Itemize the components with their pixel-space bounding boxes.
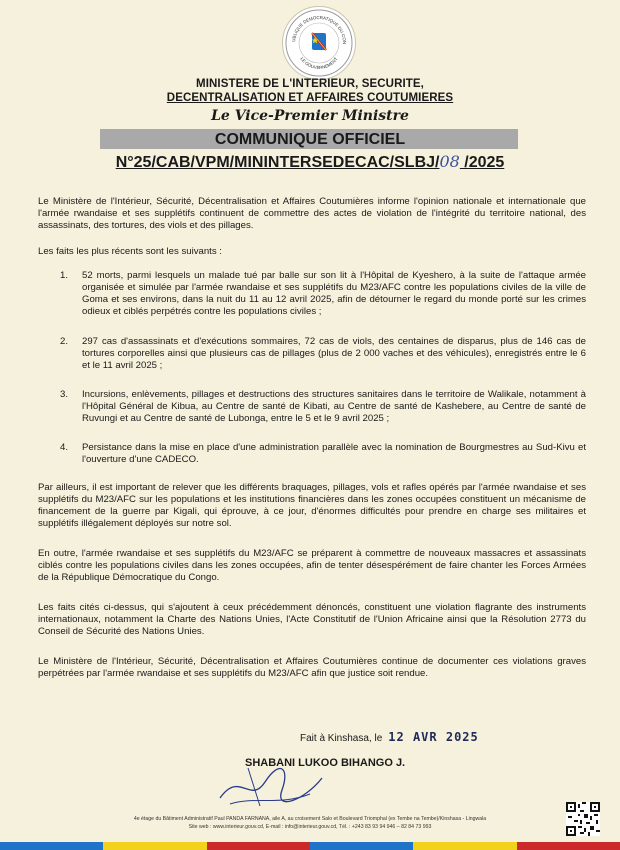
flag-red-band xyxy=(517,842,620,850)
paragraph: Le Ministère de l'Intérieur, Sécurité, Décentralisation et Affaires Coutumières continue de documenter ces violations graves perpétrées par l'armée rwandaise et ses supplétifs du M23/AFC afin que justice soit rendue. xyxy=(38,656,586,679)
flag-blue-band xyxy=(310,842,413,850)
flag-yellow-band xyxy=(413,842,516,850)
ministry-name-line1: MINISTERE DE L'INTERIEUR, SECURITE, xyxy=(196,78,424,90)
svg-text:LE GOUVERNEMENT: LE GOUVERNEMENT xyxy=(299,56,339,71)
list-item: 4. Persistance dans la mise en place d'une administration parallèle avec la nomination de Bourgmestres au Sud-Kivu et l'ouverture d'une CADECO. xyxy=(60,442,586,465)
handwritten-number: 08 xyxy=(439,152,460,171)
flag-blue-band xyxy=(0,842,103,850)
flag-stripe xyxy=(0,842,620,850)
footer-address: 4e étage du Bâtiment Administratif Paul PANDA FARNANA, aile A, au croisement Salo et Boulevard Triomphal (ex Tembe na Tembe)/Kinshasa - Lingwala xyxy=(133,816,487,822)
flag-red-band xyxy=(207,842,310,850)
svg-text:REPUBLIQUE DEMOCRATIQUE DU CON: UBLIQUE DEMOCRATIQUE DU CON xyxy=(290,14,348,45)
date-stamp: 12 AVR 2025 xyxy=(388,730,479,744)
communique-title: COMMUNIQUE OFFICIEL xyxy=(214,131,406,148)
paragraph: En outre, l'armée rwandaise et ses supplétifs du M23/AFC se préparent à commettre de nouveaux massacres et assassinats ciblés contre les populations civiles dans les zones occupées, afin de tenter désespérément de faire chanter les Forces Armées de la République Démocratique du Congo. xyxy=(38,548,586,583)
paragraph: Les faits cités ci-dessus, qui s'ajoutent à ceux précédemment dénoncés, constituent une violation flagrante des instruments internationaux, notamment la Charte des Nations Unies, l'Acte Constitutif de l'Union Africaine ainsi que la Résolution 2773 du Conseil de Sécurité des Nations Unies. xyxy=(38,602,586,637)
list-item: 2. 297 cas d'assassinats et d'exécutions sommaires, 72 cas de viols, des centaines de disparus, plus de 146 cas de tortures corporelles ainsi que plusieurs cas de pillages (plus de 2 000 vaches et des véhicules), enregistrés entre le 6 et le 11 avril 2025 ; xyxy=(60,336,586,371)
facts-heading: Les faits les plus récents sont les suivants : xyxy=(38,246,222,257)
qr-code-icon xyxy=(566,802,600,836)
intro-paragraph: Le Ministère de l'Intérieur, Sécurité, Décentralisation et Affaires Coutumières informe l'opinion nationale et internationale que l'armée rwandaise et ses supplétifs continuent de commettre des actes de violation de l'intégrité du territoire national, des assassinats, des tortures, des viols et des pillages. xyxy=(38,196,586,231)
seal-emblem-icon xyxy=(283,7,355,79)
list-item: 1. 52 morts, parmi lesquels un malade tué par balle sur son lit à l'Hôpital de Kyeshero, à la suite de l'attaque armée organisée et simulée par l'armée rwandaise et ses supplétifs du M23/AFC contre les populations civiles de la ville de Goma et ses environs, dans la nuit du 11 au 12 avril 2025, afin de détourner le regard du monde porté sur les crimes odieux et ciblés perpétrés contre les populations civiles ; xyxy=(60,270,586,317)
government-seal xyxy=(282,6,356,80)
communique-number: N°25/CAB/VPM/MININTERSEDECAC/SLBJ/08 /2025 xyxy=(115,152,505,171)
ministry-name-line2: DECENTRALISATION ET AFFAIRES COUTUMIERES xyxy=(166,92,454,104)
vice-prime-minister-heading: Le Vice-Premier Ministre xyxy=(211,108,409,124)
signatory-name: SHABANI LUKOO BIHANGO J. xyxy=(245,757,406,769)
flag-yellow-band xyxy=(103,842,206,850)
list-item: 3. Incursions, enlèvements, pillages et destructions des structures sanitaires dans le territoire de Walikale, notamment à l'Hôpital Général de Kibua, au Centre de santé de Kibati, au Centre de santé de Kashebere, au Centre de santé de Ruvungi et au Centre de santé de Lubonga, entre le 5 et le 9 avril 2025 ; xyxy=(60,389,586,424)
footer-contact: Site web : www.interieur.gouv.cd, E-mail : info@interieur.gouv.cd, Tél. : +243 83 93 94 946 – 82 84 73 993 xyxy=(188,824,432,830)
place-and-date: Fait à Kinshasa, le 12 AVR 2025 xyxy=(300,730,479,744)
paragraph: Par ailleurs, il est important de relever que les différents braquages, pillages, vols et rafles opérés par l'armée rwandaise et ses supplétifs du M23/AFC sur les populations et les institutions financières dans les zones occupées constituent un mécanisme de financement de la guerre par Kigali, qui éprouve, à ce jour, d'énormes difficultés pour prendre en charge ses militaires et supplétifs illégalement déployés sur notre sol. xyxy=(38,482,586,529)
